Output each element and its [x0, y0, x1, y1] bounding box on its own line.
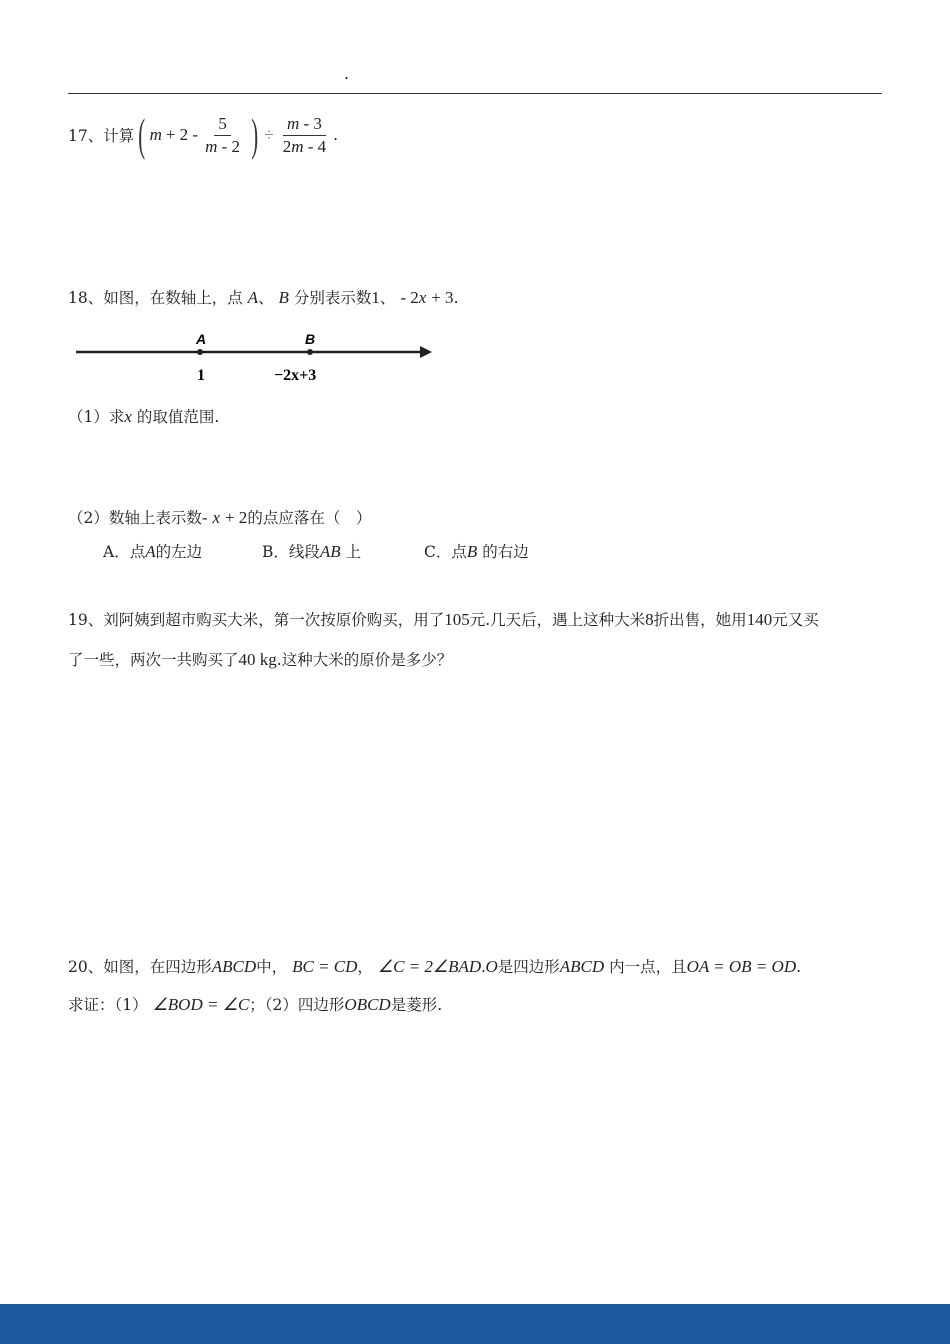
- q18-intro-a: 18、如图，在数轴上，点: [68, 289, 243, 307]
- q20-dot: .: [481, 957, 486, 976]
- point-a-dot: [197, 349, 203, 355]
- q20-text-h: ；（2）四边形: [249, 996, 345, 1014]
- q19-text-f: .这种大米的原价是多少？: [276, 651, 453, 669]
- option-c-prefix: C．点: [424, 543, 467, 561]
- q20-text-f: .: [796, 958, 802, 976]
- q18-part1: [68, 405, 219, 427]
- q19-text-b: 元.几天后，遇上这种大米: [469, 611, 646, 629]
- q20-text-a: 20、如图，在四边形: [68, 958, 212, 976]
- q17-frac1-numerator: 5: [214, 114, 231, 136]
- point-b-label: B: [305, 331, 316, 347]
- q18-part2-b: 的点应落在（ ）: [247, 509, 372, 527]
- q19-num-40kg: 40 kg: [238, 650, 277, 669]
- option-c-suffix: 的右边: [482, 543, 529, 561]
- q20-obcd: OBCD: [344, 995, 391, 1014]
- q18-part1-var: x: [124, 407, 132, 426]
- q18-part2-var: x: [212, 508, 221, 527]
- q18-val2-pre: - 2: [400, 288, 419, 307]
- q18-val1: 1: [371, 288, 380, 307]
- q19-text-d: 元又买: [772, 611, 819, 629]
- q18-part1-b: 的取值范围.: [136, 408, 220, 426]
- q17-frac2-numerator: [283, 114, 326, 136]
- q20-eq-angle: ∠C = 2∠BAD: [377, 957, 482, 976]
- q19-text-a: 19、刘阿姨到超市购买大米，第一次按原价购买，用了: [68, 611, 445, 629]
- number-line-figure: [74, 330, 434, 386]
- q17-frac2-den-pre: 2: [282, 136, 292, 156]
- q20-text-b: 中，: [256, 958, 288, 976]
- q18-part2: [68, 506, 371, 528]
- q18-part2-a: （2）数轴上表示数: [68, 509, 202, 527]
- q20-eq-bc-cd: BC = CD: [292, 957, 358, 976]
- q18-option-c: [424, 540, 529, 562]
- q17-frac1-den-rest: - 2: [221, 136, 241, 156]
- option-a-suffix: 的左边: [155, 543, 203, 561]
- q20-abcd-1: ABCD: [211, 957, 257, 976]
- q18-sep: 、: [258, 289, 274, 307]
- q20-text-e: 内一点，且: [609, 958, 687, 976]
- header-rule: [68, 93, 882, 94]
- q17-frac2-den-var: m: [291, 136, 304, 156]
- q17-frac2-num-rest: - 3: [303, 113, 322, 133]
- q19-text-c: 折出售，她用: [653, 611, 747, 629]
- q18-part1-a: （1）求: [68, 408, 125, 426]
- q19-line-2: [68, 648, 452, 670]
- option-b-var: AB: [319, 542, 341, 561]
- q19-num-105: 105: [444, 610, 470, 629]
- q18-option-b: [262, 540, 361, 562]
- option-c-var: B: [466, 542, 478, 561]
- header-dot: .: [344, 64, 350, 83]
- question-18-intro: [68, 286, 459, 308]
- tick-a-value: 1: [197, 367, 205, 384]
- q17-plus2: + 2 -: [165, 125, 199, 144]
- q18-point-a: A: [247, 288, 259, 307]
- left-paren: (: [138, 109, 146, 160]
- q17-frac2-den-rest: - 4: [307, 136, 327, 156]
- q17-label: 17、计算: [68, 127, 135, 145]
- q19-text-e: 了一些，两次一共购买了: [68, 651, 239, 669]
- footer-bar: [0, 1304, 950, 1344]
- option-b-suffix: 上: [345, 543, 362, 561]
- q17-term-m: m: [149, 125, 162, 144]
- number-line-arrow: [420, 346, 432, 358]
- q19-num-8: 8: [645, 610, 654, 629]
- q20-eq-bod: ∠BOD = ∠C: [152, 995, 250, 1014]
- option-a-var: A: [145, 542, 156, 561]
- point-b-dot: [307, 349, 313, 355]
- q20-abcd-2: ABCD: [559, 957, 605, 976]
- q19-line-1: [68, 608, 819, 630]
- q18-part2-post: + 2: [224, 508, 248, 527]
- q17-frac1-denominator: [201, 136, 244, 157]
- q18-end: .: [453, 289, 459, 307]
- q20-point-o: O: [485, 957, 498, 976]
- question-17: [68, 110, 338, 160]
- tick-b-value: −2x+3: [274, 367, 317, 384]
- q17-divide-sign: ÷: [264, 125, 274, 144]
- q17-frac1-den-var: m: [205, 136, 218, 156]
- q19-num-140: 140: [746, 610, 773, 629]
- q20-eq-oa-ob-od: OA = OB = OD: [686, 957, 797, 976]
- q18-part2-pre: -: [201, 508, 208, 527]
- q18-sep2: 、: [379, 289, 396, 307]
- option-b-prefix: B．线段: [262, 543, 320, 561]
- q20-text-c: ，: [357, 958, 373, 976]
- q17-frac2-denominator: [279, 136, 330, 157]
- right-paren: ): [251, 109, 259, 160]
- q20-line-1: [68, 955, 801, 977]
- q18-option-a: [103, 540, 202, 562]
- point-a-label: A: [196, 331, 207, 347]
- option-a-prefix: A．点: [103, 543, 146, 561]
- q20-text-i: 是菱形.: [390, 996, 443, 1014]
- q18-val2-var: x: [418, 288, 427, 307]
- q17-fraction-2: [279, 114, 330, 157]
- q17-fraction-1: [201, 114, 244, 157]
- q20-text-d: 是四边形: [497, 958, 560, 976]
- q18-point-b: B: [278, 288, 289, 307]
- q18-intro-b: 分别表示数: [293, 289, 372, 307]
- q20-text-g: 求证：（1）: [68, 996, 148, 1014]
- q18-val2-post: + 3: [431, 288, 454, 307]
- q17-frac2-num-var: m: [286, 113, 300, 133]
- q20-line-2: [68, 993, 442, 1015]
- q17-end: .: [333, 126, 339, 144]
